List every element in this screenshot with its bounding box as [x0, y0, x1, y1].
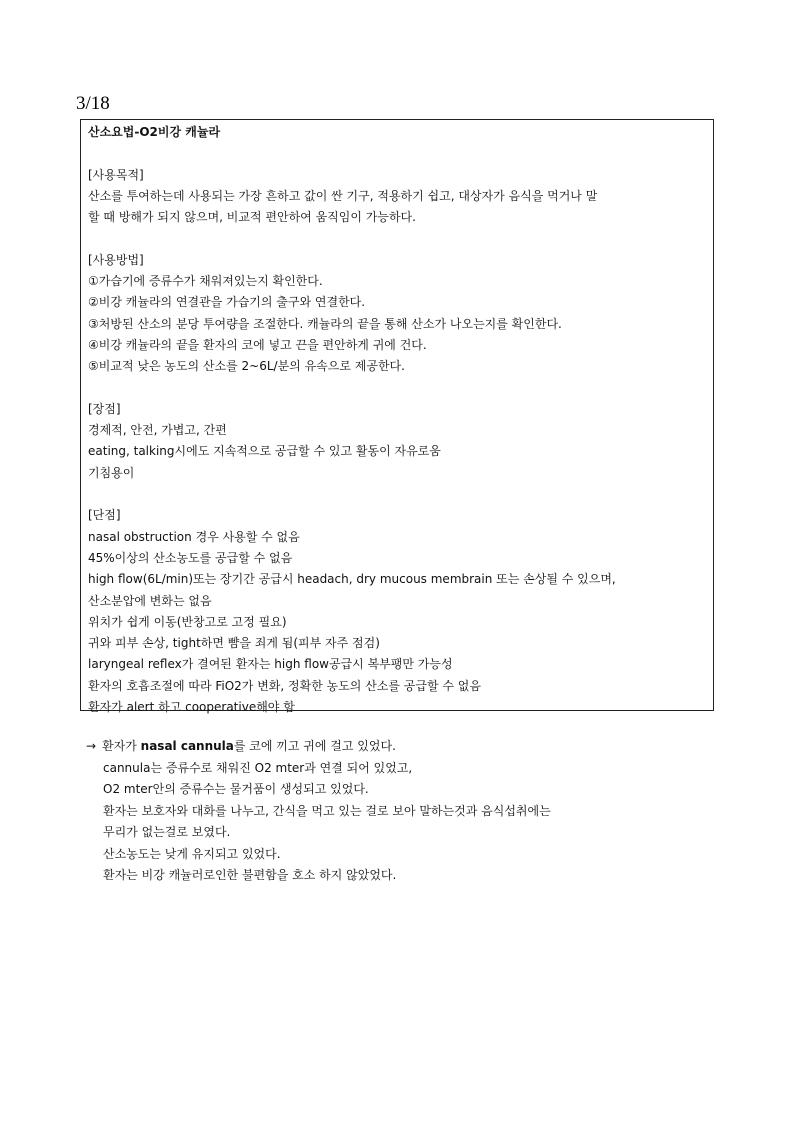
observation-line-7: 환자는 비강 캐뉼러로인한 불편함을 호소 하지 않았었다.	[103, 868, 397, 882]
cons-item-5: 위치가 쉽게 이동(반창고로 고정 필요)	[88, 614, 287, 629]
observation-line-2: cannula는 증류수로 채워진 O2 mter과 연결 되어 있었고,	[103, 760, 413, 775]
cons-item-7: laryngeal reflex가 결여된 환자는 high flow공급시 복부팽만 가능성	[88, 657, 453, 672]
observation-notes	[86, 736, 706, 887]
pros-heading: [장점]	[88, 401, 121, 416]
spacer	[88, 143, 707, 164]
arrow-icon: →	[86, 739, 97, 753]
purpose-heading: [사용목적]	[88, 167, 144, 182]
observation-line-4: 환자는 보호자와 대화를 나누고, 간식을 먹고 있는 걸로 보아 말하는것과 음식섭취에는	[103, 803, 551, 818]
observation-line-6: 산소농도는 낮게 유지되고 있었다.	[103, 846, 281, 861]
observation-bold-term: nasal cannula	[140, 739, 234, 753]
pros-item-3: 기침용이	[88, 465, 135, 480]
box-title: 산소요법-O2비강 캐뉼라	[88, 125, 221, 139]
observation-text: 환자가	[102, 739, 141, 753]
nasal-cannula-info-box	[80, 119, 714, 715]
cons-item-4: 산소분압에 변화는 없음	[88, 593, 212, 608]
pros-item-2: eating, talking시에도 지속적으로 공급할 수 있고 활동이 자유로움	[88, 444, 441, 459]
spacer	[88, 228, 707, 249]
purpose-text-line-1: 산소를 투여하는데 사용되는 가장 흔하고 값이 싼 기구, 적용하기 쉽고, 대상자가 음식을 먹거나 말	[88, 188, 598, 203]
cons-item-3: high flow(6L/min)또는 장기간 공급시 headach, dry mucous membrain 또는 손상될 수 있으며,	[88, 572, 616, 587]
observation-line-5: 무리가 없는걸로 보였다.	[103, 825, 231, 839]
observation-line-3: O2 mter안의 증류수는 물거품이 생성되고 있었다.	[103, 782, 369, 796]
observation-line-1	[86, 736, 706, 758]
method-heading: [사용방법]	[88, 252, 144, 267]
spacer	[88, 484, 707, 505]
method-step-5: ⑤비교적 낮은 농도의 산소를 2~6L/분의 유속으로 제공한다.	[88, 359, 405, 374]
pros-item-1: 경제적, 안전, 가볍고, 간편	[88, 423, 227, 438]
cons-item-1: nasal obstruction 경우 사용할 수 없음	[88, 529, 300, 544]
spacer	[88, 378, 707, 399]
method-step-4: ④비강 캐뉼라의 끝을 환자의 코에 넣고 끈을 편안하게 귀에 건다.	[88, 337, 427, 352]
cons-item-9: 환자가 alert 하고 cooperative해야 함	[88, 700, 295, 715]
cons-item-6: 귀와 피부 손상, tight하면 뺨을 죄게 됨(피부 자주 점검)	[88, 636, 380, 651]
page-number: 3/18	[76, 93, 110, 114]
cons-item-2: 45%이상의 산소농도를 공급할 수 없음	[88, 550, 293, 565]
purpose-text-line-2: 할 때 방해가 되지 않으며, 비교적 편안하여 움직임이 가능하다.	[88, 210, 416, 225]
method-step-2: ②비강 캐뉼라의 연결관을 가습기의 출구와 연결한다.	[88, 295, 366, 310]
observation-text: 를 코에 끼고 귀에 걸고 있었다.	[233, 739, 396, 753]
method-step-3: ③처방된 산소의 분당 투여량을 조절한다. 캐뉼라의 끝을 통해 산소가 나오는지를 확인한다.	[88, 316, 562, 331]
cons-heading: [단점]	[88, 508, 121, 523]
cons-item-8: 환자의 호흡조절에 따라 FiO2가 변화, 정확한 농도의 산소를 공급할 수 없음	[88, 678, 481, 693]
method-step-1: ①가습기에 증류수가 채워져있는지 확인한다.	[88, 274, 323, 289]
